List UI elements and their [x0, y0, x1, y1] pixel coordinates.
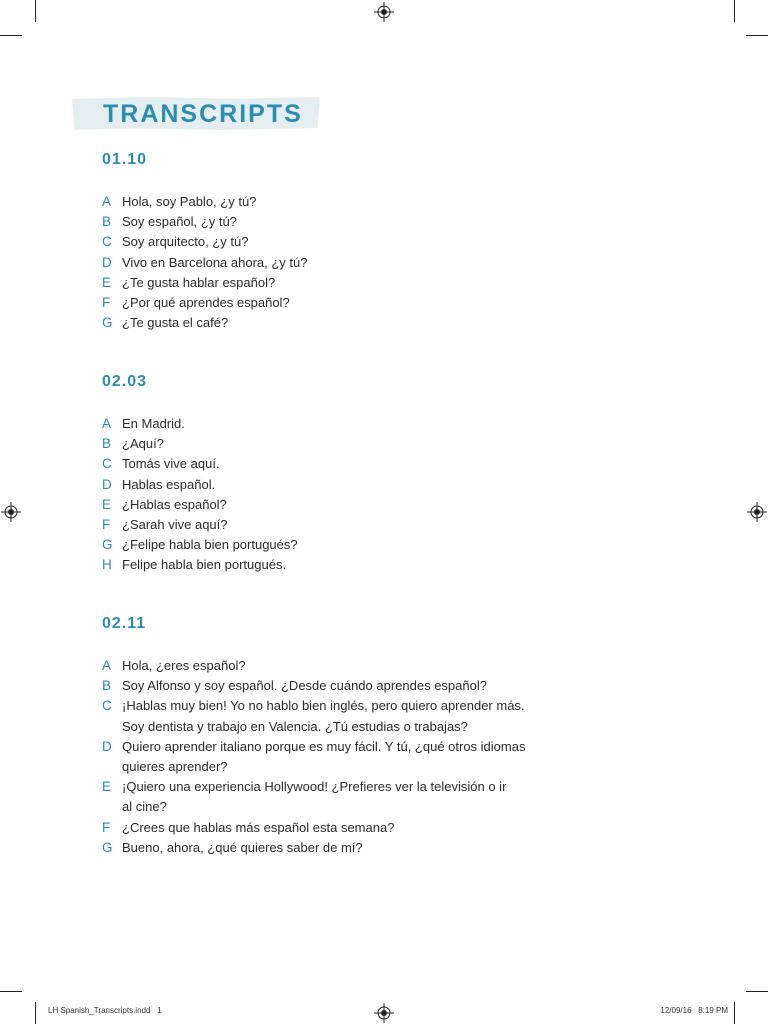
page-title: TRANSCRIPTS	[103, 100, 303, 128]
crop-mark-bottom-left-h	[0, 991, 22, 992]
line-letter: B	[102, 214, 112, 230]
line-letter: B	[102, 436, 112, 452]
transcript-line	[102, 414, 562, 434]
line-text: al cine?	[122, 799, 167, 815]
transcript-line	[102, 253, 562, 273]
line-text: ¿Crees que hablas más español esta semana?	[122, 819, 395, 835]
line-text: Felipe habla bien portugués.	[122, 557, 287, 573]
transcript-section-02-11	[102, 614, 572, 858]
transcript-line	[102, 273, 562, 293]
crop-mark-top-right-h	[746, 35, 768, 36]
transcript-line	[102, 515, 562, 535]
crop-mark-bottom-left-v	[35, 1002, 36, 1024]
transcript-lines	[102, 414, 562, 576]
line-text: Quiero aprender italiano porque es muy fácil. Y tú, ¿qué otros idiomas	[122, 738, 526, 754]
section-heading: 02.11	[102, 615, 147, 632]
transcript-line	[102, 676, 572, 696]
crop-mark-top-right-v	[734, 0, 735, 22]
line-letter: F	[102, 517, 111, 533]
line-letter: E	[102, 779, 112, 795]
slug-file-name: LH Spanish_Transcripts.indd 1	[48, 1006, 162, 1015]
registration-mark-icon	[1, 502, 21, 522]
transcript-line	[102, 232, 562, 252]
line-letter: E	[102, 274, 112, 290]
transcript-line	[102, 454, 562, 474]
transcript-section-01-10	[102, 150, 562, 333]
crop-mark-top-left-h	[0, 35, 22, 36]
line-text: ¿Felipe habla bien portugués?	[122, 537, 298, 553]
line-letter: A	[102, 416, 112, 431]
line-text: ¡Quiero una experiencia Hollywood! ¿Prefieres ver la televisión o ir	[122, 779, 507, 795]
line-text: Soy español, ¿y tú?	[122, 214, 237, 230]
registration-mark-icon	[747, 502, 767, 522]
line-letter: C	[102, 456, 112, 472]
transcript-line	[102, 757, 572, 777]
transcript-line	[102, 717, 572, 737]
line-letter: D	[102, 476, 112, 492]
transcript-line	[102, 192, 562, 212]
line-text: Hablas español.	[122, 476, 216, 492]
line-text: Soy arquitecto, ¿y tú?	[122, 234, 249, 250]
transcript-line	[102, 838, 572, 858]
transcript-line	[102, 797, 572, 817]
line-text: ¿Te gusta hablar español?	[122, 274, 276, 290]
crop-mark-top-left-v	[35, 0, 36, 22]
line-letter	[102, 797, 122, 817]
line-text: quieres aprender?	[122, 759, 228, 775]
crop-mark-bottom-right-h	[746, 991, 768, 992]
transcript-lines	[102, 192, 562, 333]
line-letter: E	[102, 496, 112, 512]
transcript-line	[102, 212, 562, 232]
line-letter: C	[102, 234, 112, 250]
transcript-line	[102, 475, 562, 495]
line-text: Hola, ¿eres español?	[122, 658, 246, 673]
section-heading: 01.10	[102, 151, 148, 168]
line-text: ¿Aquí?	[122, 436, 164, 452]
slug-datetime: 12/09/16 8:19 PM	[660, 1006, 728, 1015]
line-text: ¿Sarah vive aquí?	[122, 517, 228, 533]
transcript-line	[102, 818, 572, 838]
line-text: Soy Alfonso y soy español. ¿Desde cuándo aprendes español?	[122, 678, 487, 694]
section-heading: 02.03	[102, 373, 148, 390]
line-letter	[102, 717, 122, 737]
line-letter: A	[102, 194, 112, 209]
line-text: ¡Hablas muy bien! Yo no hablo bien inglés, pero quiero aprender más.	[122, 698, 525, 714]
line-letter: G	[102, 839, 113, 855]
transcript-line	[102, 555, 562, 575]
line-text: Soy dentista y trabajo en Valencia. ¿Tú estudias o trabajas?	[122, 718, 468, 734]
line-text: ¿Por qué aprendes español?	[122, 295, 290, 311]
transcript-line	[102, 777, 572, 797]
transcript-line	[102, 495, 562, 515]
transcript-line	[102, 656, 572, 676]
line-text: ¿Hablas español?	[122, 496, 227, 512]
line-text: Vivo en Barcelona ahora, ¿y tú?	[122, 254, 308, 270]
transcript-line	[102, 434, 562, 454]
transcript-section-02-03	[102, 372, 562, 576]
line-letter: A	[102, 658, 112, 673]
line-text: Hola, soy Pablo, ¿y tú?	[122, 194, 257, 209]
line-letter: D	[102, 254, 112, 270]
line-letter: F	[102, 295, 111, 311]
line-letter: C	[102, 698, 112, 714]
transcript-line	[102, 696, 572, 716]
line-letter: B	[102, 678, 112, 694]
line-letter: D	[102, 738, 112, 754]
line-letter: F	[102, 819, 111, 835]
registration-mark-icon	[374, 1003, 394, 1023]
transcript-line	[102, 313, 562, 333]
line-text: En Madrid.	[122, 416, 185, 431]
line-letter: G	[102, 537, 113, 553]
transcript-lines	[102, 656, 572, 858]
transcript-line	[102, 737, 572, 757]
line-text: Tomás vive aquí.	[122, 456, 220, 472]
crop-mark-bottom-right-v	[734, 1002, 735, 1024]
transcript-line	[102, 535, 562, 555]
transcript-line	[102, 293, 562, 313]
line-letter: H	[102, 557, 112, 573]
line-letter	[102, 757, 122, 777]
line-text: ¿Te gusta el café?	[122, 315, 229, 331]
registration-mark-icon	[374, 2, 394, 22]
line-text: Bueno, ahora, ¿qué quieres saber de mí?	[122, 839, 363, 855]
line-letter: G	[102, 315, 113, 331]
